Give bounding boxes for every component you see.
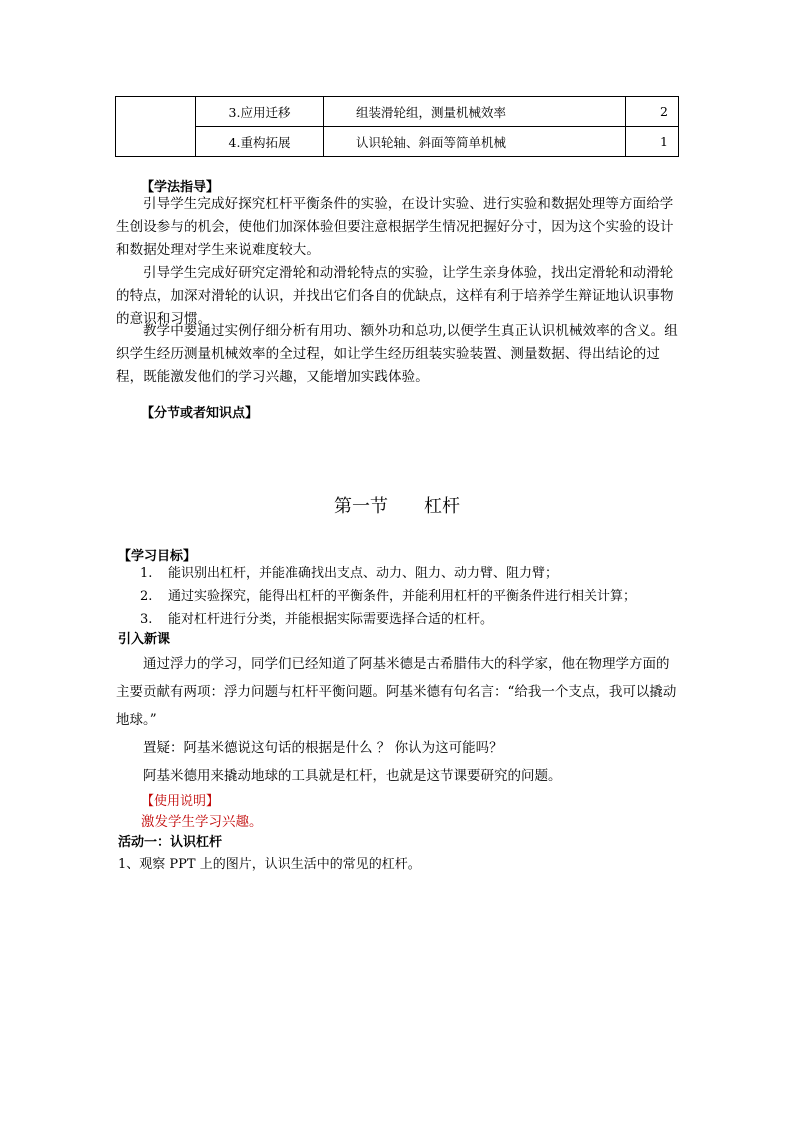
usage-text: 激发学生学习兴趣。 (141, 814, 263, 830)
hours-cell: 2 (626, 97, 679, 127)
lesson-plan-table (115, 96, 679, 157)
hours-cell: 1 (626, 127, 679, 157)
activity-cell: 4.重构拓展 (196, 127, 324, 157)
section-heading: 【分节或者知识点】 (141, 406, 259, 421)
activity-item: 1、观察 PPT 上的图片，认识生活中的常见的杠杆。 (118, 857, 421, 872)
activity-cell: 3.应用迁移 (196, 97, 324, 127)
section-number: 第一节 (334, 496, 388, 517)
intro-heading: 引入新课 (118, 632, 171, 647)
study-method-paragraph: 教学中要通过实例仔细分析有用功、额外功和总功,以便学生真正认识机械效率的含义。组织学生经历测量机械效率的全过程，如让学生经历组装实验装置、测量数据、得出结论的过程，既能激发他们的学习兴趣，又能增加实践体验。 (116, 323, 678, 385)
study-method-heading: 【学法指导】 (141, 180, 220, 195)
study-method-paragraph: 引导学生完成好探究杠杆平衡条件的实验，在设计实验、进行实验和数据处理等方面给学生创设参与的机会，使他们加深体验但要注意根据学生情况把握好分寸，因为这个实验的设计和数据处理对学生来说难度较大。 (116, 196, 674, 258)
intro-paragraph: 阿基米德用来撬动地球的工具就是杠杆，也就是这节课要研究的问题。 (143, 768, 562, 784)
intro-paragraph: 通过浮力的学习，同学们已经知道了阿基米德是古希腊伟大的科学家，他在物理学方面的主要贡献有两项：浮力问题与杠杆平衡问题。阿基米德有句名言：“给我一个支点，我可以撬动地球。” (116, 656, 677, 728)
objectives-list (140, 562, 636, 631)
list-item: 1. 能识别出杠杆，并能准确找出支点、动力、阻力、动力臂、阻力臂； (140, 566, 559, 581)
table-row (116, 127, 679, 157)
merged-cell (116, 97, 196, 157)
section-title (0, 492, 794, 518)
study-method-paragraph: 引导学生完成好研究定滑轮和动滑轮特点的实验，让学生亲身体验，找出定滑轮和动滑轮的特点，加深对滑轮的认识，并找出它们各自的优缺点，这样有利于培养学生辩证地认识事物的意识和习惯。 (116, 265, 674, 327)
list-item: 3. 能对杠杆进行分类，并能根据实际需要选择合适的杠杆。 (140, 612, 494, 627)
usage-heading: 【使用说明】 (141, 794, 220, 809)
intro-question: 置疑：阿基米德说这句话的根据是什么 ？ 你认为这可能吗？ (143, 740, 503, 756)
objectives-heading: 【学习目标】 (118, 549, 197, 564)
list-item: 2. 通过实验探究，能得出杠杆的平衡条件，并能利用杠杆的平衡条件进行相关计算； (140, 589, 637, 604)
content-cell: 认识轮轴、斜面等简单机械 (324, 127, 626, 157)
table-row (116, 97, 679, 127)
activity-heading: 活动一：认识杠杆 (118, 835, 223, 850)
content-cell: 组装滑轮组，测量机械效率 (324, 97, 626, 127)
section-name: 杠杆 (424, 496, 460, 517)
